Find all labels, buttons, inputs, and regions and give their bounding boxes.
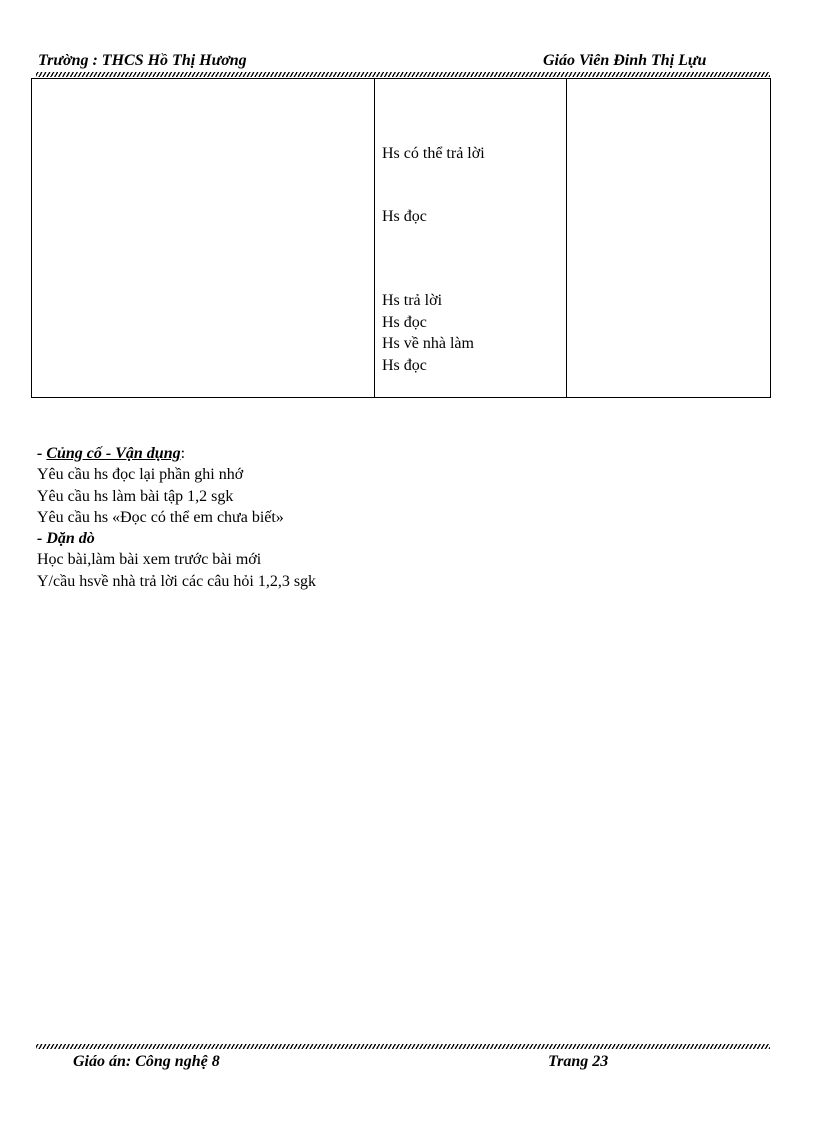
- lesson-table: [31, 78, 771, 398]
- consolidation-line: Yêu cầu hs «Đọc có thể em chưa biết»: [37, 508, 284, 526]
- consolidation-line: Yêu cầu hs đọc lại phần ghi nhớ: [37, 466, 244, 484]
- header-rule: [36, 72, 770, 77]
- table-column-divider: [566, 79, 567, 397]
- table-column-divider: [374, 79, 375, 397]
- heading-text: Củng cố - Vận dụng: [46, 445, 181, 462]
- student-activity-line: Hs đọc: [382, 357, 427, 374]
- heading-prefix: -: [37, 445, 47, 462]
- homework-heading: - Dặn dò: [37, 530, 95, 548]
- footer-page-number: Trang 23: [548, 1053, 609, 1070]
- consolidation-heading: [37, 443, 316, 464]
- student-activity-line: Hs đọc: [382, 314, 427, 331]
- heading-suffix: :: [180, 445, 186, 462]
- footer-subject: Giáo án: Công nghệ 8: [73, 1053, 220, 1070]
- lesson-wrapup: [37, 443, 316, 592]
- student-activity-line: Hs trả lời: [382, 292, 443, 309]
- header-teacher: Giáo Viên Đinh Thị Lựu: [543, 52, 707, 69]
- homework-line: Y/cầu hsvề nhà trả lời các câu hỏi 1,2,3 sgk: [37, 572, 317, 590]
- student-activity-line: Hs về nhà làm: [382, 335, 474, 352]
- student-activity-line: Hs đọc: [382, 208, 427, 225]
- student-activity-line: Hs có thể trả lời: [382, 145, 485, 162]
- header-school: Trường : THCS Hồ Thị Hương: [38, 52, 247, 69]
- footer-rule: [36, 1044, 770, 1049]
- homework-line: Học bài,làm bài xem trước bài mới: [37, 551, 262, 569]
- consolidation-line: Yêu cầu hs làm bài tập 1,2 sgk: [37, 487, 234, 505]
